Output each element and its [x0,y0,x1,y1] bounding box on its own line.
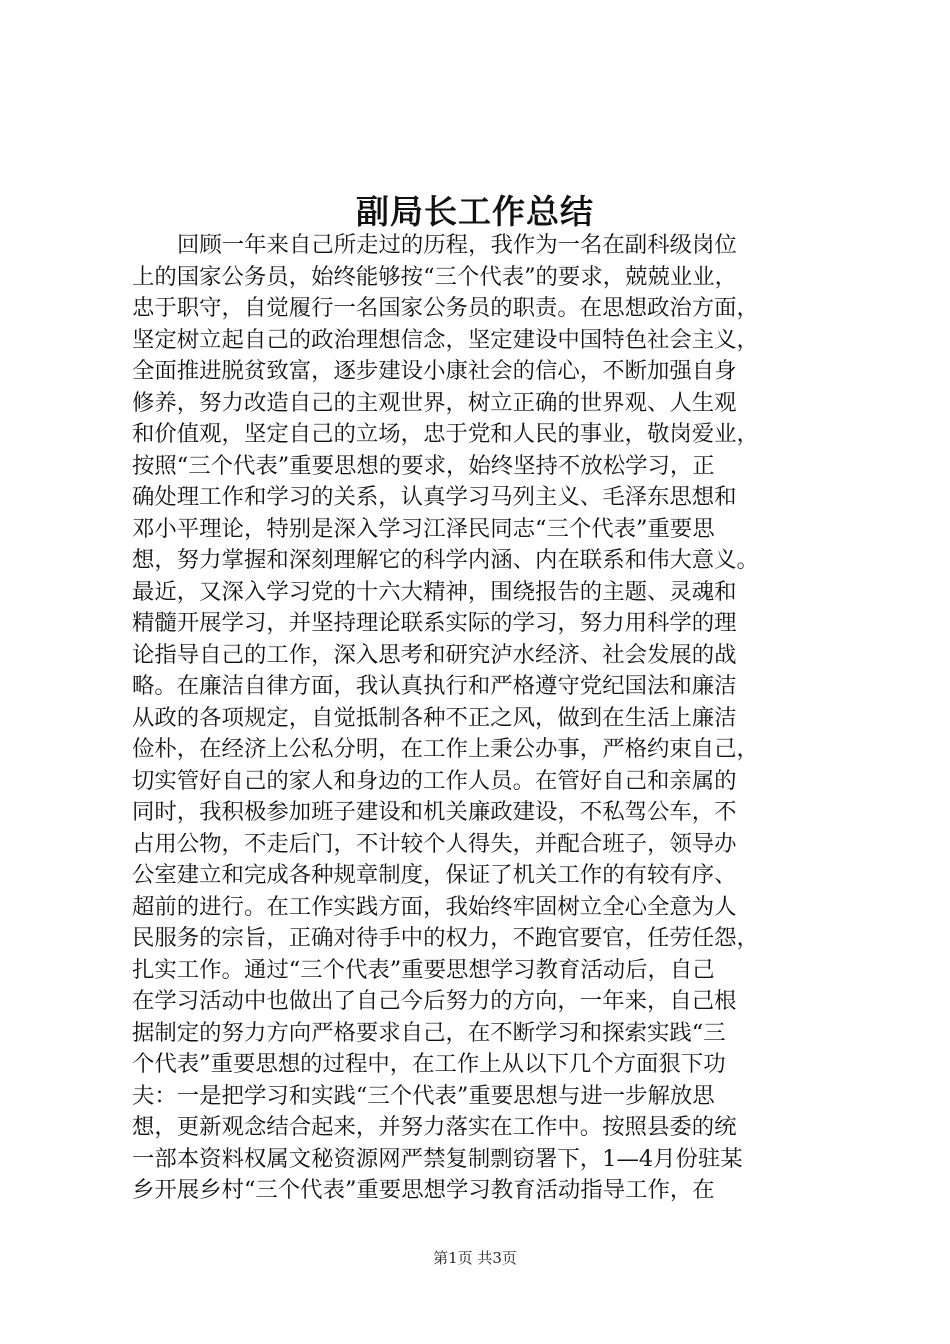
body-line: 忠于职守，自觉履行一名国家公务员的职责。在思想政治方面， [132,295,759,321]
body-line: 占用公物，不走后门，不计较个人得失，并配合班子，领导办 [132,830,737,857]
document-title: 副局长工作总结 [356,192,594,231]
body-line: 乡开展乡村“三个代表”重要思想学习教育活动指导工作，在 [132,1177,715,1203]
body-line: 据制定的努力方向严格要求自己，在不断学习和探索实践“三 [132,1019,726,1046]
body-line: 同时，我积极参加班子建设和机关廉政建设，不私驾公车，不 [132,799,737,825]
body-line: 俭朴，在经济上公私分明，在工作上秉公办事，严格约束自己， [132,736,759,762]
body-line: 一部本资料权属文秘资源网严禁复制剽窃署下，1—4月份驻某 [132,1145,743,1172]
body-line: 全面推进脱贫致富，逐步建设小康社会的信心，不断加强自身 [132,358,737,384]
body-line: 邓小平理论，特别是深入学习江泽民同志“三个代表”重要思 [132,515,715,542]
body-line: 确处理工作和学习的关系，认真学习马列主义、毛泽东思想和 [132,484,737,510]
body-line: 回顾一年来自己所走过的历程，我作为一名在副科级岗位 [177,232,737,258]
page-number-footer: 第1页 共3页 [433,1249,517,1267]
body-paragraph [132,230,822,1207]
body-line: 上的国家公务员，始终能够按“三个代表”的要求，兢兢业业， [132,263,738,290]
body-line: 和价值观，坚定自己的立场，忠于党和人民的事业，敬岗爱业， [132,421,759,447]
body-line: 在学习活动中也做出了自己今后努力的方向，一年来，自己根 [132,988,737,1014]
body-line: 想，更新观念结合起来，并努力落实在工作中。按照县委的统 [132,1114,737,1140]
body-line: 略。在廉洁自律方面，我认真执行和严格遵守党纪国法和廉洁 [132,673,737,699]
body-line: 个代表”重要思想的过程中，在工作上从以下几个方面狠下功 [132,1051,726,1077]
body-line: 按照“三个代表”重要思想的要求，始终坚持不放松学习，正 [132,452,715,479]
body-line: 夫：一是把学习和实践“三个代表”重要思想与进一步解放思 [132,1082,715,1109]
body-line: 精髓开展学习，并坚持理论联系实际的学习，努力用科学的理 [132,610,737,636]
body-line: 最近，又深入学习党的十六大精神，围绕报告的主题、灵魂和 [132,578,737,605]
body-line: 民服务的宗旨，正确对待手中的权力，不跑官要官，任劳任怨， [132,925,759,951]
body-line: 修养，努力改造自己的主观世界，树立正确的世界观、人生观 [132,389,737,416]
body-line: 想，努力掌握和深刻理解它的科学内涵、内在联系和伟大意义。 [132,547,759,573]
body-line: 公室建立和完成各种规章制度，保证了机关工作的有较有序、 [132,862,737,888]
body-line: 论指导自己的工作，深入思考和研究泸水经济、社会发展的战 [132,641,737,668]
body-line: 坚定树立起自己的政治理想信念，坚定建设中国特色社会主义， [132,326,759,353]
body-line: 超前的进行。在工作实践方面，我始终牢固树立全心全意为人 [132,893,737,920]
body-line: 扎实工作。通过“三个代表”重要思想学习教育活动后，自己 [132,956,715,983]
body-line: 切实管好自己的家人和身边的工作人员。在管好自己和亲属的 [132,767,737,794]
body-line: 从政的各项规定，自觉抵制各种不正之风，做到在生活上廉洁 [132,704,737,731]
